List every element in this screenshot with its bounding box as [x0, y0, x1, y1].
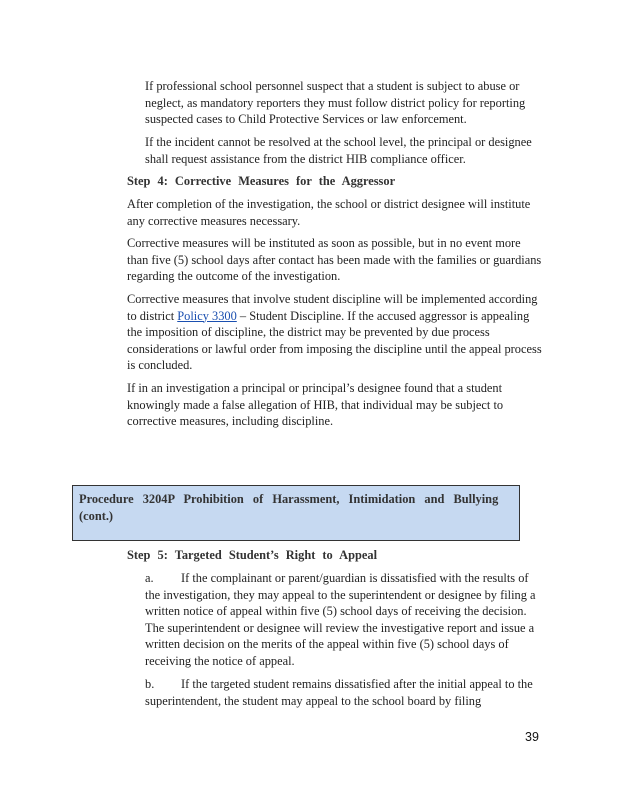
heading-step-4: Step 4: Corrective Measures for the Aggressor [127, 174, 396, 188]
list-marker-b: b. [145, 677, 155, 691]
paragraph-false-allegation: If in an investigation a principal or principal’s designee found that a student knowingly made a false allegation of HIB, that individual may be subject to corrective measures, including discipline. [127, 381, 504, 428]
procedure-banner [72, 485, 520, 541]
paragraph-corrective-timing: Corrective measures will be instituted as soon as possible, but in no event more than five (5) school days after contact has been made with the families or guardians regarding the outcome of the investigation. [127, 236, 542, 283]
paragraph-text-before-link: Corrective measures that involve student discipline will be implemented according to district [127, 292, 538, 323]
list-text-b: If the targeted student remains dissatisfied after the initial appeal to the superintendent, the student may appeal to the school board by filing [145, 677, 533, 708]
paragraph-text-after-link: – Student Discipline. If the accused aggressor is appealing the imposition of discipline, the district may be prevented by due process considerations or lawful order from imposing the discipline until the appeal process is concluded. [127, 308, 542, 372]
heading-step-5: Step 5: Targeted Student’s Right to Appeal [127, 548, 378, 562]
list-marker-a: a. [145, 571, 154, 585]
list-text-a: If the complainant or parent/guardian is dissatisfied with the results of the investigation, they may appeal to the superintendent or designee by filing a written notice of appeal within five (5) school days of receiving the decision. The superintendent or designee will review the investigative report and issue a written decision on the merits of the appeal within five (5) school days of receiving the notice of appeal. [145, 571, 536, 668]
list-item-b [145, 676, 545, 709]
paragraph-after-investigation: After completion of the investigation, the school or district designee will institute any corrective measures necessary. [127, 197, 531, 228]
paragraph-abuse-reporting: If professional school personnel suspect that a student is subject to abuse or neglect, as mandatory reporters they must follow district policy for reporting suspected cases to Child Protective Services or law enforcement. [145, 79, 526, 126]
paragraph-discipline-policy [127, 291, 545, 374]
procedure-banner-text: Procedure 3204P Prohibition of Harassment, Intimidation and Bullying (cont.) [79, 492, 499, 523]
page-number: 39 [525, 730, 539, 744]
paragraph-unresolved-incident: If the incident cannot be resolved at the school level, the principal or designee shall request assistance from the district HIB compliance officer. [145, 135, 532, 166]
policy-3300-link[interactable]: Policy 3300 [177, 308, 237, 323]
list-item-a [145, 570, 545, 669]
